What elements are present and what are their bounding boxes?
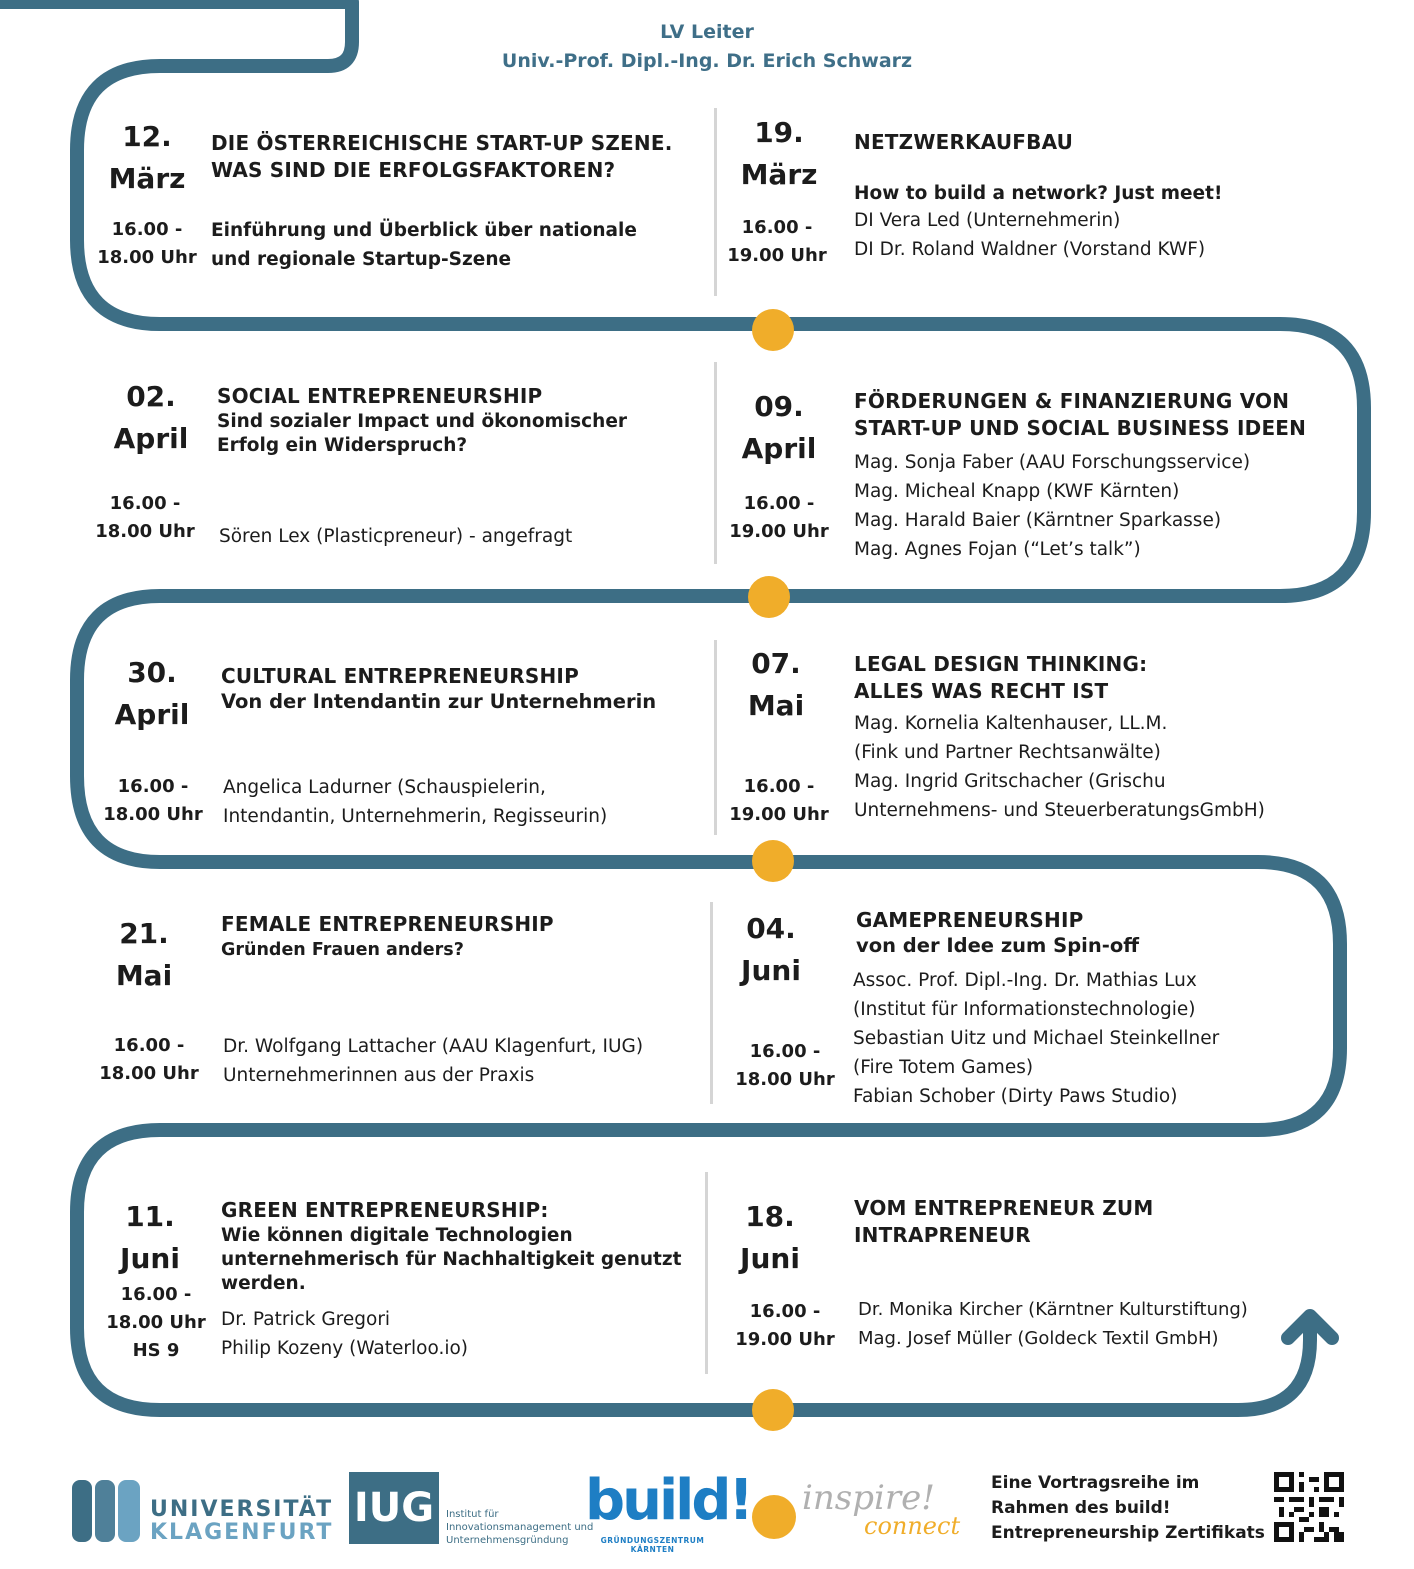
session-day: 09. <box>754 390 804 423</box>
session-time <box>722 214 832 270</box>
timeline-dot <box>748 576 790 618</box>
session-content <box>217 383 707 458</box>
session-title: ALLES WAS RECHT IST <box>854 679 1109 703</box>
session-speakers <box>223 1032 703 1090</box>
time-start: 16.00 - <box>749 1301 821 1322</box>
session-month: März <box>108 162 186 195</box>
timeline-dot <box>752 1389 794 1431</box>
session-subtitle: Sind sozialer Impact und ökonomischer <box>217 411 627 432</box>
session-date <box>97 652 207 736</box>
column-divider <box>714 362 717 564</box>
session-subtitle: unternehmerisch für Nachhaltigkeit genutzt <box>221 1249 682 1270</box>
session-date <box>716 908 826 992</box>
session-day: 11. <box>125 1200 175 1233</box>
session-title: GREEN ENTREPRENEURSHIP: <box>221 1198 549 1222</box>
session-title: NETZWERKAUFBAU <box>854 130 1074 154</box>
session-subtitle: Gründen Frauen anders? <box>221 940 464 960</box>
time-end: 18.00 Uhr <box>97 247 197 268</box>
session-title: START-UP UND SOCIAL BUSINESS IDEEN <box>854 416 1307 440</box>
timeline-dot <box>752 309 794 351</box>
inspire-dot-icon <box>752 1495 796 1539</box>
session-day: 04. <box>746 912 796 945</box>
time-end: 18.00 Uhr <box>95 521 195 542</box>
column-divider <box>714 108 717 296</box>
session-title: VOM ENTREPRENEUR ZUM <box>854 1196 1154 1220</box>
session-time <box>101 1281 211 1365</box>
session-time <box>98 773 208 829</box>
session-speaker: Unternehmerinnen aus der Praxis <box>223 1065 535 1086</box>
session-speakers <box>219 522 709 551</box>
session-day: 12. <box>122 120 172 153</box>
iug-line: Innovationsmanagement und <box>446 1522 594 1533</box>
build-wordmark: build! <box>585 1468 751 1533</box>
time-end: 18.00 Uhr <box>99 1063 199 1084</box>
session-subtitle: und regionale Startup-Szene <box>211 249 512 270</box>
time-end: 19.00 Uhr <box>729 804 829 825</box>
session-subtitle: von der Idee zum Spin-off <box>856 934 1140 957</box>
uni-city: KLAGENFURT <box>150 1520 334 1545</box>
time-start: 16.00 - <box>743 776 815 797</box>
time-start: 16.00 - <box>749 1041 821 1062</box>
session-day: 19. <box>754 116 804 149</box>
footer-tagline <box>991 1471 1271 1546</box>
session-month: Juni <box>741 954 801 987</box>
uni-klagenfurt-logo-icon <box>72 1476 140 1542</box>
session-time <box>94 1032 204 1088</box>
session-content <box>856 907 1336 958</box>
session-time <box>730 1298 840 1354</box>
build-subtitle: GRÜNDUNGSZENTRUM KÄRNTEN <box>600 1536 705 1554</box>
header-title: LV Leiter <box>660 21 754 43</box>
session-title: GAMEPRENEURSHIP <box>856 908 1084 932</box>
session-speaker: (Institut für Informationstechnologie) <box>853 999 1196 1020</box>
session-title: SOCIAL ENTREPRENEURSHIP <box>217 384 543 408</box>
time-start: 16.00 - <box>117 776 189 797</box>
session-content <box>854 129 1374 264</box>
time-start: 16.00 - <box>743 493 815 514</box>
session-speaker: Unternehmens- und SteuerberatungsGmbH) <box>854 800 1265 821</box>
connect-wordmark: connect <box>864 1512 961 1540</box>
session-title: INTRAPRENEUR <box>854 1223 1031 1247</box>
session-title: FÖRDERUNGEN & FINANZIERUNG VON <box>854 389 1290 413</box>
session-subtitle: Erfolg ein Widerspruch? <box>217 435 468 456</box>
session-month: Mai <box>115 959 173 992</box>
session-content <box>211 130 711 184</box>
time-start: 16.00 - <box>741 217 813 238</box>
session-content <box>854 1195 1334 1249</box>
session-speaker: Dr. Monika Kircher (Kärntner Kulturstiftung) <box>858 1299 1248 1320</box>
session-month: März <box>740 158 818 191</box>
time-end: 18.00 Uhr <box>106 1312 206 1333</box>
session-subtitle: How to build a network? Just meet! <box>854 183 1223 204</box>
iug-logo: IUG <box>349 1472 439 1544</box>
room: HS 9 <box>132 1340 180 1361</box>
session-day: 18. <box>745 1200 795 1233</box>
session-speakers <box>853 966 1333 1111</box>
session-date <box>89 913 199 997</box>
session-content <box>221 663 711 714</box>
session-subtitle: werden. <box>221 1273 306 1294</box>
time-start: 16.00 - <box>113 1035 185 1056</box>
session-title: DIE ÖSTERREICHISCHE START-UP SZENE. <box>211 131 673 155</box>
session-title: CULTURAL ENTREPRENEURSHIP <box>221 664 579 688</box>
column-divider <box>705 1172 708 1374</box>
session-speaker: Dr. Patrick Gregori <box>221 1309 391 1330</box>
session-month: April <box>741 432 817 465</box>
session-speakers <box>221 1305 701 1363</box>
session-date <box>721 643 831 727</box>
session-speaker: Fabian Schober (Dirty Paws Studio) <box>853 1086 1178 1107</box>
session-speaker: Mag. Harald Baier (Kärntner Sparkasse) <box>854 510 1222 531</box>
session-speaker: Assoc. Prof. Dipl.-Ing. Dr. Mathias Lux <box>853 970 1197 991</box>
session-speaker: Mag. Sonja Faber (AAU Forschungsservice) <box>854 452 1251 473</box>
session-speaker: DI Dr. Roland Waldner (Vorstand KWF) <box>854 239 1206 260</box>
iug-line: Institut für <box>446 1509 499 1520</box>
session-speaker: Mag. Agnes Fojan (“Let’s talk”) <box>854 539 1141 560</box>
session-month: Juni <box>120 1242 180 1275</box>
session-day: 02. <box>126 380 176 413</box>
session-date <box>715 1196 825 1280</box>
session-date <box>92 116 202 200</box>
session-subtitle: Von der Intendantin zur Unternehmerin <box>221 690 657 713</box>
session-month: Juni <box>740 1242 800 1275</box>
session-subtitle: Einführung und Überblick über nationale <box>211 220 637 241</box>
session-month: April <box>113 422 189 455</box>
session-speaker: Intendantin, Unternehmerin, Regisseurin) <box>223 806 608 827</box>
build-logo <box>585 1466 751 1554</box>
session-speaker: (Fire Totem Games) <box>853 1057 1034 1078</box>
tagline-line: Eine Vortragsreihe im <box>991 1473 1200 1493</box>
session-title: WAS SIND DIE ERFOLGSFAKTOREN? <box>211 158 616 182</box>
session-speaker: Philip Kozeny (Waterloo.io) <box>221 1338 469 1359</box>
session-date <box>724 386 834 470</box>
session-speaker: (Fink und Partner Rechtsanwälte) <box>854 742 1161 763</box>
session-title: FEMALE ENTREPRENEURSHIP <box>221 912 554 936</box>
session-content <box>221 911 701 962</box>
session-speakers <box>858 1295 1318 1353</box>
session-speaker: Dr. Wolfgang Lattacher (AAU Klagenfurt, IUG) <box>223 1036 644 1057</box>
session-speaker: Sebastian Uitz und Michael Steinkellner <box>853 1028 1220 1049</box>
column-divider <box>710 902 713 1104</box>
session-speaker: Mag. Ingrid Gritschacher (Grischu <box>854 771 1166 792</box>
column-divider <box>714 640 717 835</box>
session-date <box>95 1196 205 1280</box>
session-speakers <box>223 773 713 831</box>
timeline-dot <box>752 840 794 882</box>
session-date <box>724 112 834 196</box>
session-subtitle-block <box>211 216 711 274</box>
session-content <box>854 651 1394 825</box>
session-time <box>92 216 202 272</box>
session-content <box>221 1197 701 1296</box>
session-day: 07. <box>751 647 801 680</box>
tagline-line: Rahmen des build! <box>991 1498 1171 1518</box>
session-title: LEGAL DESIGN THINKING: <box>854 652 1148 676</box>
time-end: 19.00 Uhr <box>729 521 829 542</box>
time-end: 18.00 Uhr <box>735 1069 835 1090</box>
session-day: 21. <box>119 917 169 950</box>
session-date <box>96 376 206 460</box>
session-speaker: Mag. Micheal Knapp (KWF Kärnten) <box>854 481 1180 502</box>
session-subtitle: Wie können digitale Technologien <box>221 1225 573 1246</box>
qr-code-icon[interactable] <box>1274 1472 1344 1542</box>
header-name: Univ.-Prof. Dipl.-Ing. Dr. Erich Schwarz <box>501 50 913 72</box>
session-month: Mai <box>747 689 805 722</box>
time-start: 16.00 - <box>109 493 181 514</box>
uni-name: UNIVERSITÄT <box>150 1497 334 1522</box>
time-start: 16.00 - <box>120 1284 192 1305</box>
session-speaker: DI Vera Led (Unternehmerin) <box>854 210 1121 231</box>
iug-text <box>446 1508 593 1547</box>
time-end: 18.00 Uhr <box>103 804 203 825</box>
inspire-connect-logo <box>802 1478 978 1548</box>
session-content <box>854 388 1374 564</box>
inspire-wordmark: inspire! <box>802 1478 935 1518</box>
time-end: 19.00 Uhr <box>727 245 827 266</box>
session-time <box>724 773 834 829</box>
session-day: 30. <box>127 656 177 689</box>
time-end: 19.00 Uhr <box>735 1329 835 1350</box>
iug-line: Unternehmensgründung <box>446 1535 569 1546</box>
time-start: 16.00 - <box>111 219 183 240</box>
session-speaker: Mag. Kornelia Kaltenhauser, LL.M. <box>854 713 1168 734</box>
session-month: April <box>114 698 190 731</box>
session-speaker: Sören Lex (Plasticpreneur) - angefragt <box>219 526 573 547</box>
tagline-line: Entrepreneurship Zertifikats <box>991 1523 1265 1543</box>
session-speaker: Mag. Josef Müller (Goldeck Textil GmbH) <box>858 1328 1219 1349</box>
session-time <box>90 490 200 546</box>
session-time <box>724 490 834 546</box>
session-speaker: Angelica Ladurner (Schauspielerin, <box>223 777 546 798</box>
uni-klagenfurt-text <box>150 1498 333 1544</box>
session-time <box>730 1038 840 1094</box>
